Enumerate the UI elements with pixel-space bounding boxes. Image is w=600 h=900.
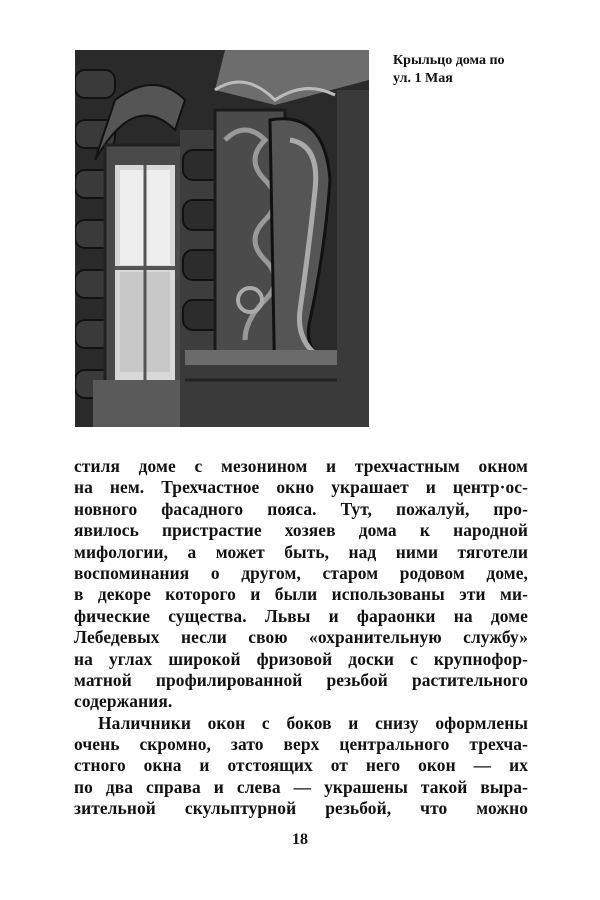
porch-photo	[75, 50, 369, 427]
text-line: по два справа и слева — украшены такой выра-	[74, 776, 528, 797]
text-line: в декоре которого и были использованы эти ми-	[74, 584, 528, 605]
figure-caption: Крыльцо дома по ул. 1 Мая	[393, 53, 505, 86]
text-line: явилось пристрастие хозяев дома к народной	[74, 520, 528, 541]
text-line: содержания.	[74, 691, 173, 712]
text-line: мифологии, а может быть, над ними тяготели	[74, 541, 528, 562]
text-line: очень скромно, зато верх центрального трехча-	[74, 734, 528, 755]
page-number: 18	[292, 831, 308, 848]
text-line: воспоминания о другом, старом родовом доме,	[74, 562, 528, 583]
text-line: новного фасадного пояса. Тут, пожалуй, про-	[74, 498, 528, 519]
text-line: Лебедевых несли свою «охранительную службу»	[74, 627, 528, 648]
text-line: зительной скульптурной резьбой, что можно	[74, 798, 528, 819]
text-line: стиля доме с мезонином и трехчастным окном	[74, 456, 528, 476]
text-line: матной профилированной резьбой растительного	[74, 669, 528, 690]
text-line: Наличники окон с боков и снизу оформлены	[98, 712, 528, 733]
text-line: на углах широкой фризовой доски с крупнофор-	[74, 648, 528, 669]
text-line: стного окна и отстоящих от него окон — их	[74, 755, 528, 776]
text-line: фические существа. Львы и фараонки на доме	[74, 605, 528, 626]
body-text	[74, 456, 528, 820]
text-line: на нем. Трехчастное окно украшает и центр·ос-	[74, 477, 528, 498]
porch-photo-drawing	[75, 50, 369, 427]
